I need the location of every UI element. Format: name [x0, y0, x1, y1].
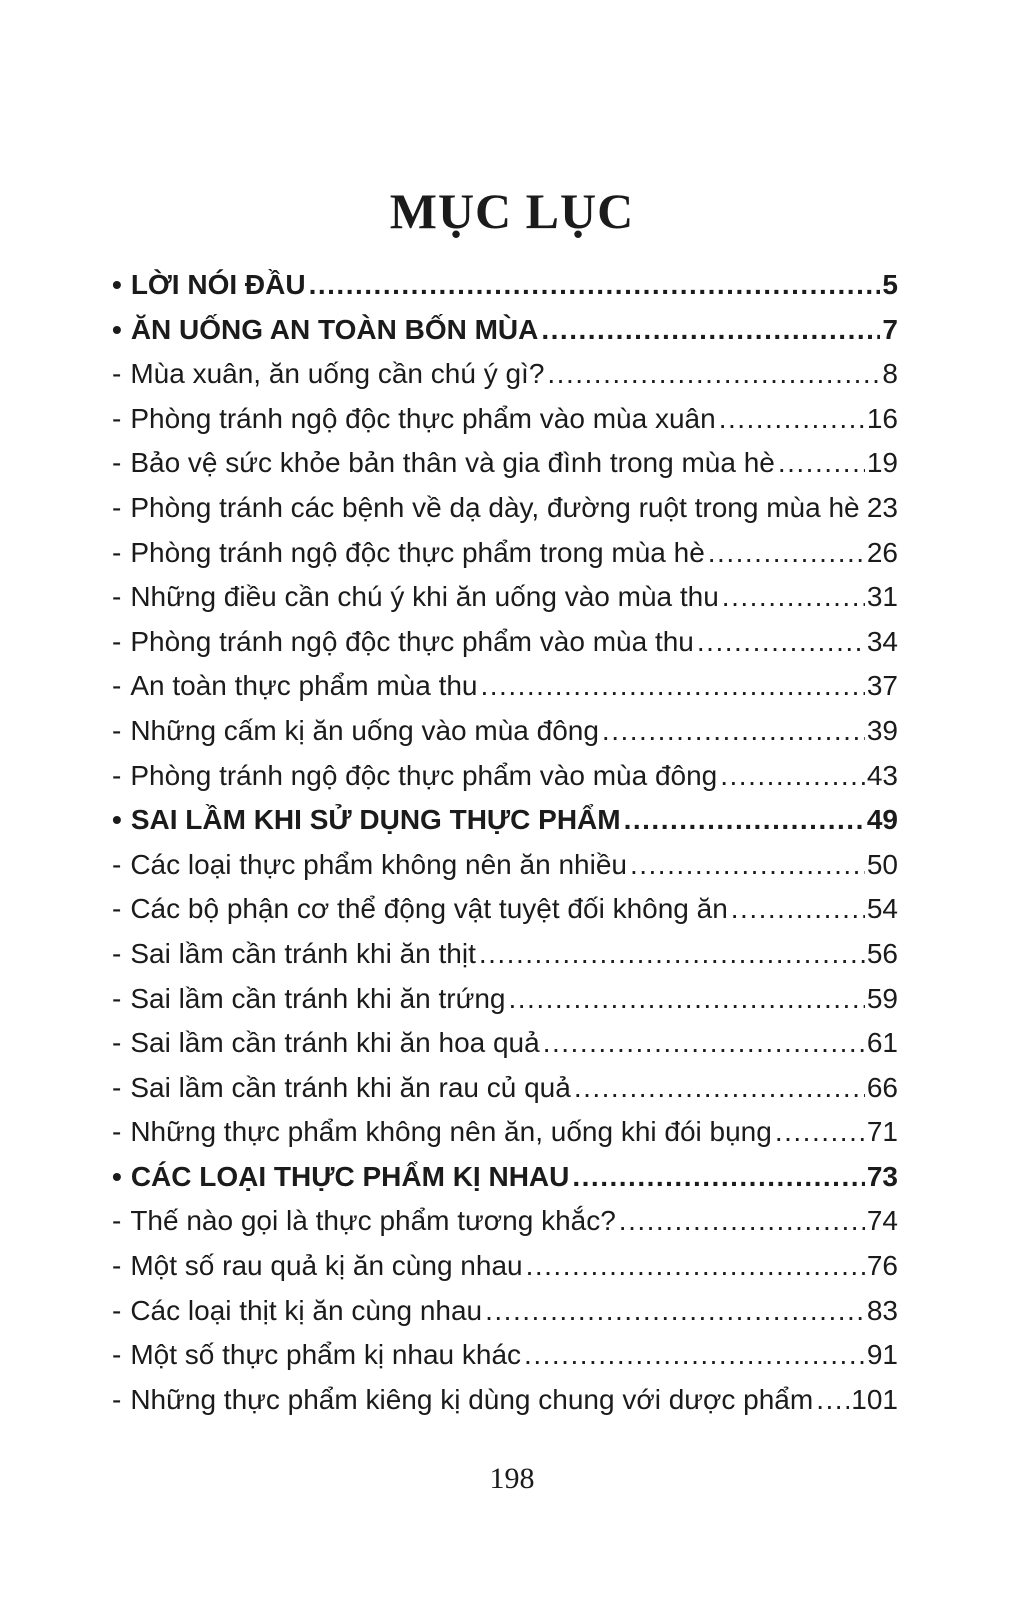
toc-entry-text: [112, 620, 694, 665]
dash-marker: -: [112, 1027, 122, 1059]
toc-entry-title: Sai lầm cần tránh khi ăn trứng: [130, 982, 506, 1014]
dash-marker: -: [112, 714, 122, 746]
dot-leader: [540, 1021, 865, 1066]
dot-leader: [476, 932, 865, 977]
dash-marker: -: [112, 1250, 122, 1282]
dot-leader: [694, 620, 865, 665]
dash-marker: -: [112, 358, 122, 390]
toc-entry-title: Phòng tránh ngộ độc thực phẩm vào mùa đông: [130, 759, 718, 791]
toc-entry: [112, 1110, 898, 1155]
toc-page-number: 16: [866, 402, 898, 434]
toc-entry-text: [112, 843, 627, 888]
dot-leader: [544, 352, 880, 397]
dash-marker: -: [112, 402, 122, 434]
toc-entry-text: [112, 531, 705, 576]
toc-entry-text: [112, 932, 476, 977]
toc-page-number: 91: [866, 1339, 898, 1371]
toc-page-number: 71: [866, 1116, 898, 1148]
toc-entry: [112, 709, 898, 754]
toc-entry: [112, 308, 898, 353]
toc-page-number: 43: [866, 759, 898, 791]
toc-entry-title: CÁC LOẠI THỰC PHẨM KỊ NHAU: [130, 1160, 570, 1192]
bullet-marker: •: [112, 313, 122, 345]
toc-page-number: 74: [866, 1205, 898, 1237]
toc-entry-text: [112, 397, 716, 442]
toc-entry-text: [112, 1289, 482, 1334]
toc-page-number: 54: [866, 893, 898, 925]
dot-leader: [538, 308, 880, 353]
toc-entry: [112, 1066, 898, 1111]
toc-entry-title: ĂN UỐNG AN TOÀN BỐN MÙA: [130, 313, 539, 345]
toc-entry: [112, 1155, 898, 1200]
dash-marker: -: [112, 1294, 122, 1326]
dash-marker: -: [112, 937, 122, 969]
toc-page-number: 34: [866, 625, 898, 657]
toc-entry-text: [112, 1155, 569, 1200]
toc-entry-text: [112, 263, 306, 308]
toc-entry-title: Thế nào gọi là thực phẩm tương khắc?: [130, 1205, 616, 1237]
toc-entry: [112, 798, 898, 843]
toc-entry-text: [112, 754, 717, 799]
dash-marker: -: [112, 982, 122, 1014]
toc-entry-text: [112, 887, 728, 932]
toc-entry-text: [112, 352, 544, 397]
toc-entry-title: An toàn thực phẩm mùa thu: [130, 670, 478, 702]
toc-page-number: 76: [866, 1250, 898, 1282]
toc-entry-title: Sai lầm cần tránh khi ăn hoa quả: [130, 1027, 540, 1059]
toc-entry-title: Phòng tránh ngộ độc thực phẩm vào mùa thu: [130, 625, 694, 657]
dot-leader: [569, 1155, 864, 1200]
toc-entry-title: Các bộ phận cơ thể động vật tuyệt đối không ăn: [130, 893, 728, 925]
dot-leader: [478, 664, 865, 709]
dot-leader: [523, 1244, 865, 1289]
toc-entry: [112, 1021, 898, 1066]
toc-page-number: 19: [866, 447, 898, 479]
bullet-marker: •: [112, 804, 122, 836]
dot-leader: [599, 709, 865, 754]
dot-leader: [571, 1066, 865, 1111]
dash-marker: -: [112, 581, 122, 613]
toc-page-number: 31: [866, 581, 898, 613]
dash-marker: -: [112, 536, 122, 568]
toc-entry-text: [112, 1333, 521, 1378]
toc-page-number: 39: [866, 714, 898, 746]
dot-leader: [505, 977, 864, 1022]
dot-leader: [627, 843, 865, 888]
toc-entry-text: [112, 709, 599, 754]
toc-entry: [112, 1378, 898, 1423]
dash-marker: -: [112, 1205, 122, 1237]
toc-entry-text: [112, 1110, 772, 1155]
toc-entry-title: Những điều cần chú ý khi ăn uống vào mùa thu: [130, 581, 719, 613]
toc-page-number: 66: [866, 1071, 898, 1103]
table-of-contents: [112, 263, 898, 1422]
toc-entry-text: [112, 575, 719, 620]
dot-leader: [716, 397, 865, 442]
toc-page-number: 73: [866, 1160, 898, 1192]
toc-entry: [112, 664, 898, 709]
dash-marker: -: [112, 1383, 122, 1415]
toc-entry-title: Bảo vệ sức khỏe bản thân và gia đình trong mùa hè: [130, 447, 775, 479]
toc-entry-title: Những thực phẩm không nên ăn, uống khi đói bụng: [130, 1116, 772, 1148]
toc-entry: [112, 977, 898, 1022]
dot-leader: [306, 263, 881, 308]
toc-page-number: 56: [866, 937, 898, 969]
toc-entry: [112, 1289, 898, 1334]
toc-entry-title: Mùa xuân, ăn uống cần chú ý gì?: [130, 358, 545, 390]
dot-leader: [775, 441, 865, 486]
dash-marker: -: [112, 447, 122, 479]
toc-page-number: 61: [866, 1027, 898, 1059]
toc-entry-title: Một số thực phẩm kị nhau khác: [130, 1339, 522, 1371]
toc-entry-text: [112, 977, 505, 1022]
toc-page-number: 101: [851, 1383, 898, 1415]
toc-entry-title: Sai lầm cần tránh khi ăn rau củ quả: [130, 1071, 571, 1103]
dot-leader: [717, 754, 865, 799]
dot-leader: [616, 1199, 865, 1244]
dot-leader: [521, 1333, 865, 1378]
toc-page-number: 49: [866, 804, 898, 836]
toc-entry-title: Một số rau quả kị ăn cùng nhau: [130, 1250, 523, 1282]
toc-page-number: 37: [866, 670, 898, 702]
bullet-marker: •: [112, 1160, 122, 1192]
toc-entry-text: [112, 1021, 540, 1066]
toc-entry-title: Phòng tránh ngộ độc thực phẩm vào mùa xuân: [130, 402, 716, 434]
toc-entry-title: Các loại thực phẩm không nên ăn nhiều: [130, 848, 627, 880]
toc-entry-text: [112, 1378, 813, 1423]
dash-marker: -: [112, 670, 122, 702]
toc-entry-title: Sai lầm cần tránh khi ăn thịt: [130, 937, 476, 969]
dot-leader: [482, 1289, 865, 1334]
toc-page-number: 5: [882, 269, 898, 300]
toc-page-number: 26: [866, 536, 898, 568]
toc-entry-title: LỜI NÓI ĐẦU: [130, 269, 306, 300]
dash-marker: -: [112, 625, 122, 657]
toc-page-number: 83: [866, 1294, 898, 1326]
toc-entry: [112, 1244, 898, 1289]
dot-leader: [728, 887, 865, 932]
toc-entry-title: Các loại thịt kị ăn cùng nhau: [130, 1294, 483, 1326]
toc-entry-text: [112, 1199, 616, 1244]
toc-entry: [112, 1333, 898, 1378]
toc-entry: [112, 575, 898, 620]
toc-entry-text: [112, 308, 538, 353]
toc-entry-title: Những thực phẩm kiêng kị dùng chung với dược phẩm: [130, 1383, 814, 1415]
dot-leader: [621, 798, 865, 843]
toc-page-number: 23: [866, 491, 898, 523]
toc-entry: [112, 843, 898, 888]
bullet-marker: •: [112, 269, 122, 300]
toc-entry-text: [112, 1244, 523, 1289]
dash-marker: -: [112, 1116, 122, 1148]
toc-entry: [112, 620, 898, 665]
page-title: MỤC LỤC: [389, 183, 635, 239]
toc-entry-text: [112, 798, 621, 843]
toc-entry: [112, 932, 898, 977]
toc-page-number: 8: [882, 358, 898, 390]
dash-marker: -: [112, 848, 122, 880]
toc-entry-title: Phòng tránh các bệnh về dạ dày, đường ruột trong mùa hè: [130, 491, 860, 523]
toc-entry-text: [112, 1066, 571, 1111]
toc-entry-title: SAI LẦM KHI SỬ DỤNG THỰC PHẨM: [130, 804, 621, 836]
toc-entry: [112, 352, 898, 397]
dot-leader: [705, 531, 865, 576]
dash-marker: -: [112, 1071, 122, 1103]
dot-leader: [772, 1110, 865, 1155]
toc-entry: [112, 754, 898, 799]
toc-entry-text: [112, 441, 775, 486]
toc-page-number: 59: [866, 982, 898, 1014]
toc-entry-text: [112, 664, 478, 709]
toc-entry-title: Phòng tránh ngộ độc thực phẩm trong mùa hè: [130, 536, 705, 568]
dash-marker: -: [112, 759, 122, 791]
toc-entry-title: Những cấm kị ăn uống vào mùa đông: [130, 714, 599, 746]
dot-leader: [813, 1378, 849, 1423]
toc-entry: [112, 397, 898, 442]
toc-entry: [112, 1199, 898, 1244]
toc-page-number: 7: [882, 313, 898, 345]
toc-entry: [112, 441, 898, 486]
dash-marker: -: [112, 893, 122, 925]
footer-page-number: 198: [489, 1462, 535, 1495]
toc-entry: [112, 887, 898, 932]
toc-entry-text: [112, 486, 860, 531]
dot-leader: [719, 575, 865, 620]
dash-marker: -: [112, 491, 122, 523]
toc-page-number: 50: [866, 848, 898, 880]
toc-entry: [112, 531, 898, 576]
dash-marker: -: [112, 1339, 122, 1371]
toc-entry: [112, 486, 898, 531]
toc-entry: [112, 263, 898, 308]
